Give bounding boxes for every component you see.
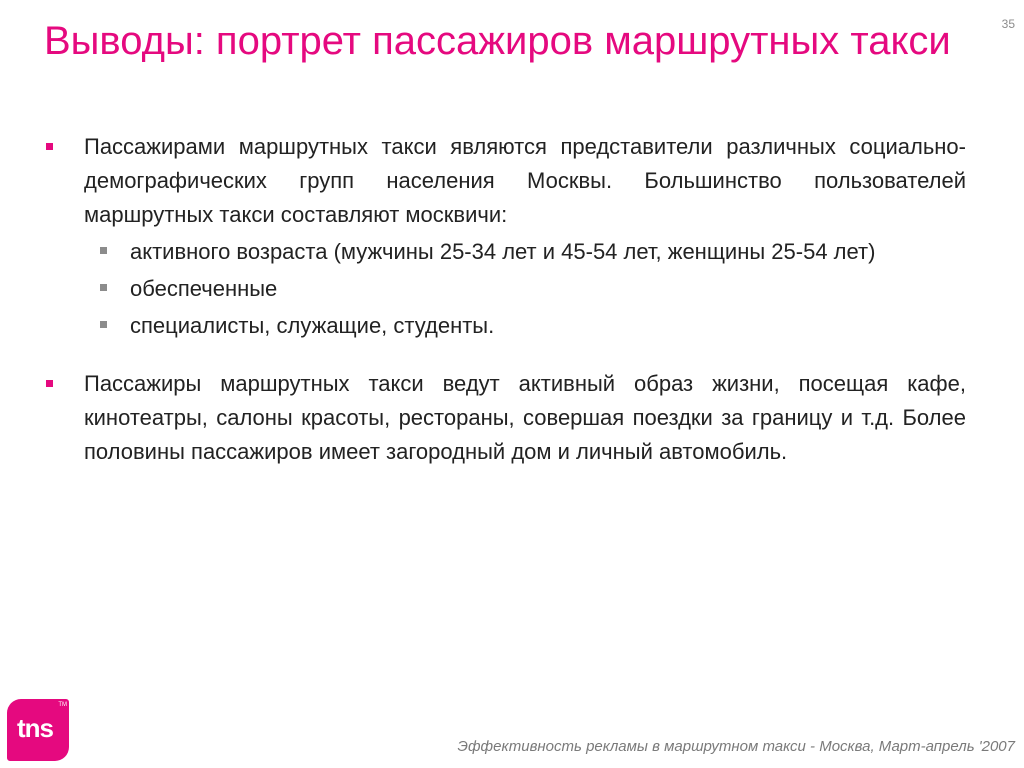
sub-bullet-text: обеспеченные bbox=[130, 276, 278, 301]
bullet-marker-icon bbox=[46, 143, 53, 150]
bullet-item bbox=[44, 130, 966, 343]
sub-bullet-text: специалисты, служащие, студенты. bbox=[130, 313, 495, 338]
sub-bullet-item bbox=[44, 309, 966, 343]
bullet-item bbox=[44, 367, 966, 469]
sub-bullet-marker-icon bbox=[100, 284, 107, 291]
slide-number: 35 bbox=[1001, 17, 1015, 31]
sub-bullet-marker-icon bbox=[100, 321, 107, 328]
slide-footer: Эффективность рекламы в маршрутном такси - Москва, Март-апрель '2007 bbox=[457, 738, 1015, 755]
trademark-mark: TM bbox=[58, 702, 67, 708]
tns-logo bbox=[7, 699, 69, 761]
logo-text: tns bbox=[17, 713, 53, 743]
slide-title: Выводы: портрет пассажиров маршрутных такси bbox=[44, 19, 951, 63]
sub-bullet-item bbox=[44, 235, 966, 269]
bullet-text: Пассажиры маршрутных такси ведут активный образ жизни, посещая кафе, кинотеатры, салоны красоты, рестораны, совершая поездки за границу и т.д. Более половины пассажиров имеет загородный дом и личный автомобиль. bbox=[84, 371, 966, 464]
sub-bullet-item bbox=[44, 272, 966, 306]
bullet-list bbox=[44, 130, 966, 469]
bullet-marker-icon bbox=[46, 380, 53, 387]
sub-bullet-text: активного возраста (мужчины 25-34 лет и 45-54 лет, женщины 25-54 лет) bbox=[130, 239, 876, 264]
sub-bullet-marker-icon bbox=[100, 247, 107, 254]
bullet-text: Пассажирами маршрутных такси являются представители различных социально-демографических групп населения Москвы. Большинство пользователей маршрутных такси составляют москвичи: bbox=[84, 134, 966, 227]
sub-bullet-list bbox=[84, 235, 966, 343]
